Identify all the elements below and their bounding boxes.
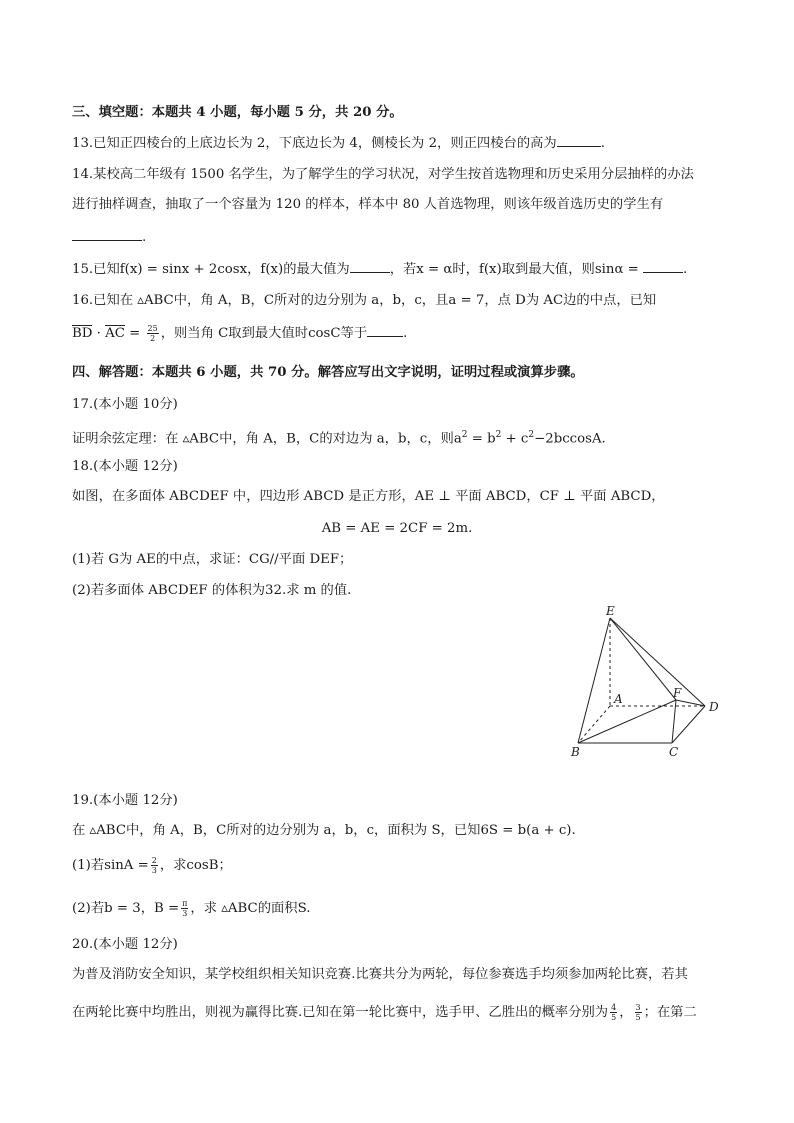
question-13: 13.已知正四棱台的上底边长为 2，下底边长为 4，侧棱长为 2，则正四棱台的高为 . [72, 136, 605, 151]
fraction: $\frac{3}{5}$ [635, 1003, 641, 1022]
question-16-line-2: BD · AC = $\frac{25}{2}$ ，则当角 C取到最大值时cosC等于 . [72, 324, 408, 343]
question-13-text: 13.已知正四棱台的上底边长为 2，下底边长为 4，侧棱长为 2，则正四棱台的高为 [72, 136, 557, 151]
question-20-line-1: 为普及消防安全知识，某学校组织相关知识竞赛.比赛共分为两轮，每位参赛选手均须参加两轮比赛，若其 [72, 967, 688, 982]
vector-bd: BD [72, 326, 93, 341]
question-19-part-1: (1)若sinA = $\frac{2}{3}$ ，求cosB； [72, 856, 232, 875]
answer-blank [643, 260, 683, 273]
question-14-answer-line: . [72, 228, 724, 247]
question-20-line-2: 在两轮比赛中均胜出，则视为赢得比赛.已知在第一轮比赛中，选手甲、乙胜出的概率分别为 $\frac{4}{5}$ ， $\frac{3}{5}$ ；在第二 [72, 1003, 697, 1022]
edge-ed [610, 618, 705, 706]
fraction: $\frac{25}{2}$ [147, 324, 158, 343]
question-18-part-2: (2)若多面体 ABCDEF 的体积为32.求 m 的值. [72, 583, 352, 598]
polyhedron-figure [560, 596, 740, 766]
edge-bf [578, 700, 676, 743]
question-18-part-1: (1)若 G为 AE的中点，求证：CG//平面 DEF； [72, 552, 353, 567]
question-18-intro: 如图，在多面体 ABCDEF 中，四边形 ABCD 是正方形，AE ⊥ 平面 ABCD，CF ⊥ 平面 ABCD， [72, 489, 665, 504]
question-19-intro: 在 ▵ABC中，角 A，B，C所对的边分别为 a，b，c，面积为 S，已知6S = b(a + c). [72, 823, 576, 838]
answer-blank [350, 260, 390, 273]
label-a: A [614, 692, 623, 706]
question-20-title: 20.(本小题 12分) [72, 937, 178, 952]
edge-cd [672, 706, 705, 743]
section-4-heading: 四、解答题：本题共 6 小题，共 70 分。解答应写出文字说明，证明过程或演算步骤。 [72, 365, 584, 380]
question-19-part-2: (2)若b = 3，B = $\frac{\pi}{3}$ ，求 ▵ABC的面积S. [72, 899, 311, 918]
question-17-title: 17.(本小题 10分) [72, 397, 178, 412]
label-e: E [606, 604, 615, 618]
answer-blank [72, 228, 142, 241]
answer-blank [557, 134, 601, 147]
edge-ef [610, 618, 676, 700]
question-14-line-1: 14.某校高二年级有 1500 名学生，为了解学生的学习状况，对学生按首选物理和历史采用分层抽样的办法 [72, 167, 694, 182]
question-17-body: 证明余弦定理：在 ▵ABC中，角 A，B，C的对边为 a，b，c，则$a^2 = b^2 + c^2-2bccosA$. [72, 430, 606, 447]
fraction: $\frac{2}{3}$ [151, 856, 157, 875]
question-19-title: 19.(本小题 12分) [72, 793, 178, 808]
section-3-heading: 三、填空题：本题共 4 小题，每小题 5 分，共 20 分。 [72, 105, 403, 120]
label-b: B [571, 745, 580, 759]
question-15: 15.已知f(x) = sinx + 2cosx，f(x)的最大值为 ，若x = α时，f(x)取到最大值，则sinα = . [72, 262, 688, 277]
fraction: $\frac{\pi}{3}$ [182, 899, 188, 918]
label-f: F [673, 686, 682, 700]
label-c: C [669, 745, 679, 759]
question-14-line-2: 进行抽样调查，抽取了一个容量为 120 的样本，样本中 80 人首选物理，则该年级首选历史的学生有 [72, 197, 664, 212]
vector-ac: AC [105, 326, 125, 341]
edge-fd [676, 700, 705, 706]
answer-blank [367, 324, 403, 337]
question-18-formula: AB = AE = 2CF = 2m. [321, 521, 473, 536]
question-16-line-1: 16.已知在 ▵ABC中，角 A，B，C所对的边分别为 a，b，c，且a = 7，点 D为 AC边的中点，已知 [72, 293, 657, 308]
label-d: D [709, 700, 719, 714]
fraction: $\frac{4}{5}$ [611, 1003, 617, 1022]
question-18-title: 18.(本小题 12分) [72, 459, 178, 474]
